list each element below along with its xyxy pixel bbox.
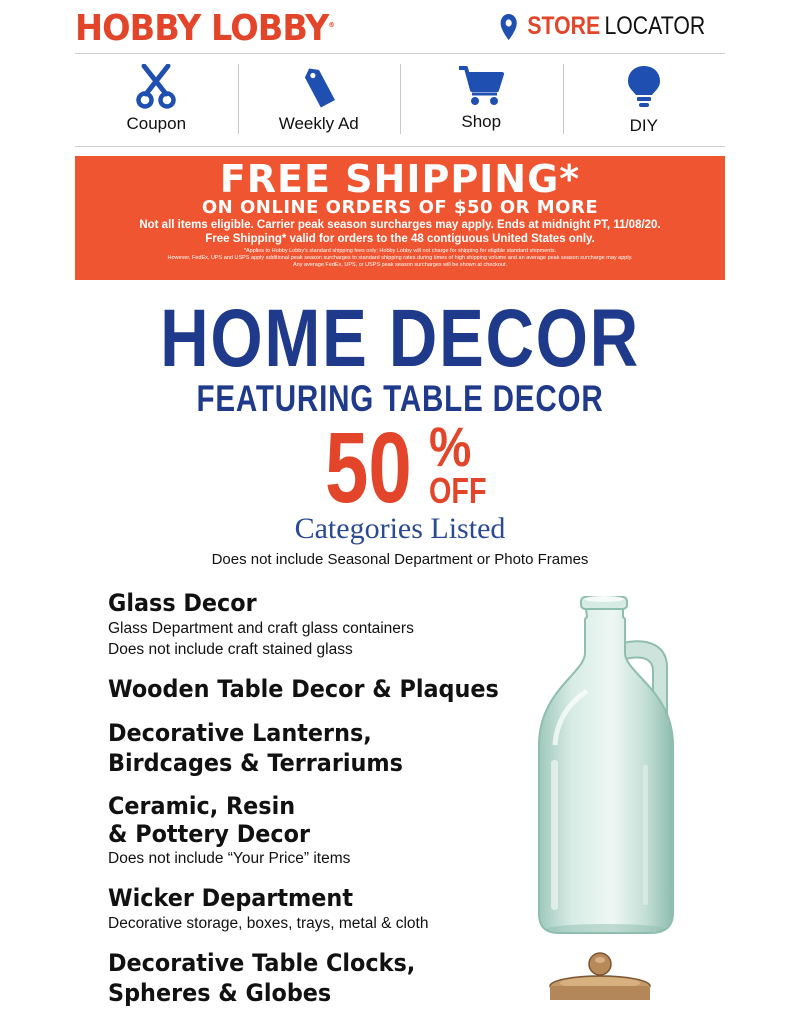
category-ceramic-resin[interactable] [108,792,538,869]
category-wicker[interactable] [108,883,538,934]
logo-text: HOBBY LOBBY [75,8,329,49]
icon-nav [75,60,725,140]
category-desc: Decorative storage, boxes, trays, metal & cloth [108,915,429,932]
lightbulb-icon [624,64,664,110]
logo-registered-mark: ® [328,21,334,29]
category-title: Wicker Department [108,884,353,912]
nav-label-shop: Shop [461,112,502,131]
category-title-line-2: Birdcages & Terrariums [108,749,403,777]
free-shipping-banner[interactable] [75,156,725,280]
store-locator-word-locator: LOCATOR [604,12,705,40]
nav-item-weekly-ad[interactable] [238,60,401,140]
wooden-box-image [545,950,655,1000]
banner-subheadline: ON ONLINE ORDERS OF $50 OR MORE [201,197,599,218]
nav-item-shop[interactable] [400,60,563,140]
hobby-lobby-logo[interactable] [75,8,334,49]
banner-terms-line-2: Free Shipping* valid for orders to the 48 contiguous United States only. [205,233,595,245]
category-lanterns[interactable] [108,718,538,778]
promo-title: HOME DECOR [160,293,640,384]
banner-fine-print-3: Any average FedEx, UPS, or USPS peak season surcharges will be shown at checkout. [293,262,507,268]
discount-off: OFF [429,470,487,511]
category-desc: Glass Department and craft glass containers [108,620,414,637]
header-divider [75,53,725,54]
scissors-icon [136,64,176,110]
cart-icon [457,64,505,108]
category-title: Decorative Lanterns, [108,719,372,747]
category-wooden-table-decor[interactable] [108,674,538,704]
nav-label-weekly-ad: Weekly Ad [278,114,359,133]
categories-listed-heading: Categories Listed [294,512,506,545]
category-title-line-2: & Pottery Decor [108,820,310,848]
nav-label-diy: DIY [629,116,658,135]
store-locator-link[interactable] [500,12,705,41]
nav-label-coupon: Coupon [126,114,187,133]
discount-percent: 50 [325,412,412,524]
tag-icon [299,64,339,110]
nav-item-coupon[interactable] [75,60,238,140]
nav-divider [75,146,725,147]
glass-jug-image [525,595,685,940]
discount-percent-sign: % [429,415,472,478]
category-glass-decor[interactable] [108,588,538,660]
banner-fine-print-2: However, FedEx, UPS and USPS apply additional peak season surcharges to standard shipping rates during times of high shipping volume and an average peak season surcharge may apply. [167,255,633,261]
map-pin-icon [500,14,517,40]
email-header [75,0,725,54]
category-title: Decorative Table Clocks, [108,949,416,977]
category-desc: Does not include “Your Price” items [108,850,351,867]
category-title: Wooden Table Decor & Plaques [108,675,499,703]
promo-subtitle: FEATURING TABLE DECOR [196,378,604,419]
store-locator-word-store: STORE [527,12,600,40]
category-title-line-2: Spheres & Globes [108,979,332,1007]
category-desc: Does not include craft stained glass [108,641,353,658]
banner-headline: FREE SHIPPING* [219,157,581,201]
promo-exclusion: Does not include Seasonal Department or Photo Frames [211,551,589,568]
category-title: Glass Decor [108,589,257,617]
category-list [108,588,538,1022]
discount-badge [325,412,501,524]
category-title: Ceramic, Resin [108,792,296,820]
banner-terms-line-1: Not all items eligible. Carrier peak season surcharges may apply. Ends at midnight PT, 11/08/20. [139,219,661,231]
nav-item-diy[interactable] [563,60,726,140]
banner-fine-print-1: *Applies to Hobby Lobby's standard shipping fees only; Hobby Lobby will not charge for shipping for eligible standard shipments. [243,248,557,254]
category-table-clocks[interactable] [108,948,538,1008]
